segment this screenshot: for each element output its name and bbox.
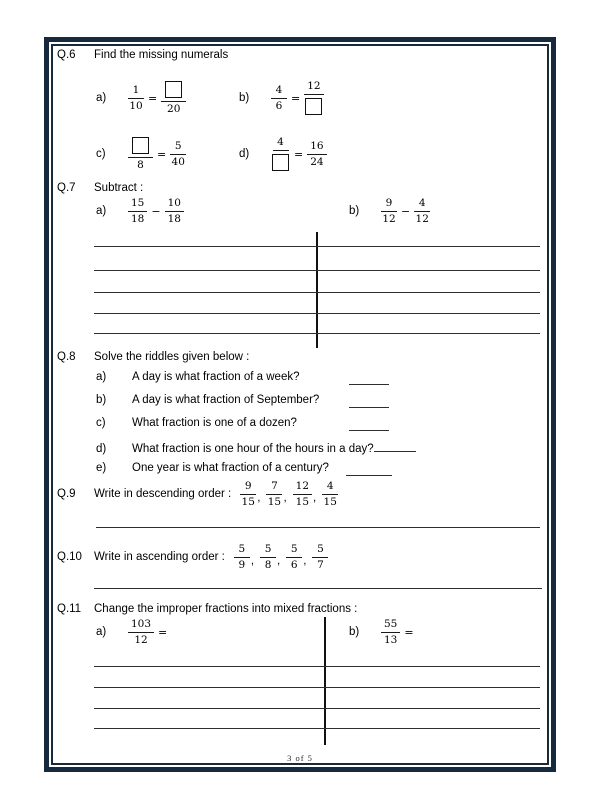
page-number: 3 of 5 [287,753,313,763]
question-number: Q.11 [57,603,82,615]
equals-sign: = [148,91,158,105]
equals-sign: = [291,91,301,105]
answer-line [94,333,540,334]
part-label: a) [96,626,107,638]
question-6-row-2 [57,132,543,176]
fraction-list [234,543,329,570]
fraction [170,140,186,167]
fraction-denominator: 8 [264,558,272,571]
question-8-item-a [96,371,543,388]
part-label: d) [96,443,107,455]
fraction [322,480,338,507]
answer-line [96,527,540,528]
question-6-part-d [239,132,327,176]
missing-numeral-box [305,98,322,115]
question-number: Q.6 [57,49,76,61]
fraction-denominator: 18 [167,212,181,225]
part-label: a) [96,92,107,104]
question-7-row [57,196,543,226]
riddle-text: What fraction is one of a dozen? [132,417,297,429]
fraction-denominator: 9 [238,558,246,571]
part-label: b) [349,205,360,217]
fraction [266,480,282,507]
fraction-list [240,480,338,507]
fraction [161,80,186,115]
question-number: Q.9 [57,488,76,500]
question-number: Q.10 [57,551,82,563]
part-label: b) [349,626,360,638]
fraction-denominator: 18 [131,212,145,225]
answer-blank [346,464,392,476]
question-title: Solve the riddles given below : [94,351,250,363]
fraction [414,197,430,224]
answer-line [94,687,540,688]
equals-sign: = [158,625,168,639]
fraction-numerator: 15 [128,197,147,211]
answer-line [94,728,540,729]
question-6-header [57,49,228,61]
comma-separator: , [277,555,281,567]
fraction-denominator: 8 [137,159,144,172]
answer-line [94,270,540,271]
question-7-part-a [96,196,184,226]
fraction [271,136,290,171]
fraction-numerator: 5 [260,543,276,557]
fraction-denominator: 6 [275,99,283,112]
riddle-text: A day is what fraction of a week? [132,371,300,383]
fraction-numerator: 9 [240,480,256,494]
question-title: Change the improper fractions into mixed fractions : [94,603,358,615]
part-label: c) [96,417,106,429]
fraction-denominator: 24 [310,155,324,168]
fraction [293,480,312,507]
answer-blank [349,396,389,408]
fraction-numerator: 16 [307,140,326,154]
question-6-row-1 [57,76,543,120]
answer-line [94,666,540,667]
fraction-denominator: 6 [290,558,298,571]
page-border-frame [44,37,556,772]
comma-separator: , [250,555,255,567]
fraction-numerator: 4 [271,84,287,98]
question-title: Subtract : [94,182,144,194]
equals-sign: = [294,147,304,161]
fraction-numerator: 4 [414,197,430,211]
fraction-numerator: 10 [165,197,184,211]
part-label: b) [239,92,250,104]
comma-separator: , [257,492,261,504]
answer-blank [349,419,389,431]
fraction-numerator: 1 [128,84,144,98]
question-number: Q.8 [57,351,76,363]
part-label: b) [96,394,107,406]
question-title: Find the missing numerals [94,49,229,61]
minus-sign: − [401,204,411,218]
fraction-numerator: 9 [381,197,397,211]
part-label: d) [239,148,250,160]
fraction [307,140,326,167]
comma-separator: , [283,492,287,504]
question-11-part-b [349,617,418,647]
riddle-text: A day is what fraction of September? [132,394,320,406]
fraction-denominator: 20 [167,103,181,116]
fraction [240,480,256,507]
answer-line [94,292,540,293]
question-11-row [57,617,543,647]
riddle-text: What fraction is one hour of the hours in a day? [132,443,374,455]
question-8-item-c [96,417,543,434]
fraction-denominator: 15 [323,495,337,508]
answer-line [94,708,540,709]
question-7-header [57,182,143,194]
equals-sign: = [404,625,414,639]
question-11-header [57,603,357,615]
worksheet-content [57,46,543,763]
equals-sign: = [157,147,167,161]
fraction-denominator [304,95,323,116]
question-8-header [57,351,249,363]
question-6-part-a [96,76,186,120]
fraction [234,543,250,570]
part-label: c) [96,148,106,160]
fraction [260,543,276,570]
fraction-numerator [128,136,153,158]
question-title: Write in ascending order : [94,551,225,563]
fraction [271,84,287,111]
part-label: a) [96,205,107,217]
fraction-numerator: 12 [293,480,312,494]
question-9-header [57,478,338,510]
fraction-denominator: 12 [415,212,429,225]
fraction-numerator: 7 [266,480,282,494]
question-8-item-e [96,462,543,479]
fraction-denominator: 13 [384,633,398,646]
fraction [312,543,328,570]
fraction-denominator: 15 [267,495,282,508]
fraction [304,80,323,115]
fraction-numerator: 55 [381,618,400,632]
question-number: Q.7 [57,182,76,194]
fraction [165,197,184,224]
missing-numeral-box [165,81,182,98]
answer-blank [349,373,389,385]
answer-line [94,588,542,589]
fraction-denominator: 7 [317,558,324,571]
fraction-numerator: 12 [304,80,323,94]
question-11-part-a [96,617,171,647]
question-10-header [57,541,328,573]
fraction [128,84,144,111]
fraction-numerator [161,80,186,102]
answer-line [94,313,540,314]
comma-separator: , [313,492,317,504]
fraction-denominator: 12 [382,212,396,225]
fraction-numerator: 4 [322,480,338,494]
fraction-denominator: 12 [134,633,148,646]
part-label: a) [96,371,107,383]
fraction [128,136,153,171]
answer-line [94,246,540,247]
column-divider [316,232,318,348]
question-6-part-c [96,132,186,176]
fraction-denominator: 15 [241,495,255,508]
fraction [128,618,154,645]
fraction-denominator [271,151,290,172]
question-7-part-b [349,196,430,226]
question-6-part-b [239,76,324,120]
fraction-denominator: 15 [295,495,310,508]
fraction-numerator: 4 [273,136,289,150]
fraction-numerator: 5 [286,543,302,557]
fraction [128,197,147,224]
answer-blank [374,440,416,452]
missing-numeral-box [272,154,289,171]
page-border-inner [51,44,549,765]
fraction-denominator: 40 [171,155,185,168]
riddle-text: One year is what fraction of a century? [132,462,329,474]
fraction-numerator: 5 [312,543,328,557]
fraction-numerator: 5 [170,140,186,154]
fraction [381,197,397,224]
fraction-numerator: 5 [234,543,250,557]
fraction-numerator: 103 [128,618,154,632]
fraction-denominator: 10 [129,99,143,112]
fraction [381,618,400,645]
question-title: Write in descending order : [94,488,232,500]
minus-sign: − [151,204,161,218]
question-8-item-d [96,440,543,457]
comma-separator: , [303,555,307,567]
fraction [286,543,302,570]
missing-numeral-box [132,137,149,154]
question-8-item-b [96,394,543,411]
part-label: e) [96,462,107,474]
